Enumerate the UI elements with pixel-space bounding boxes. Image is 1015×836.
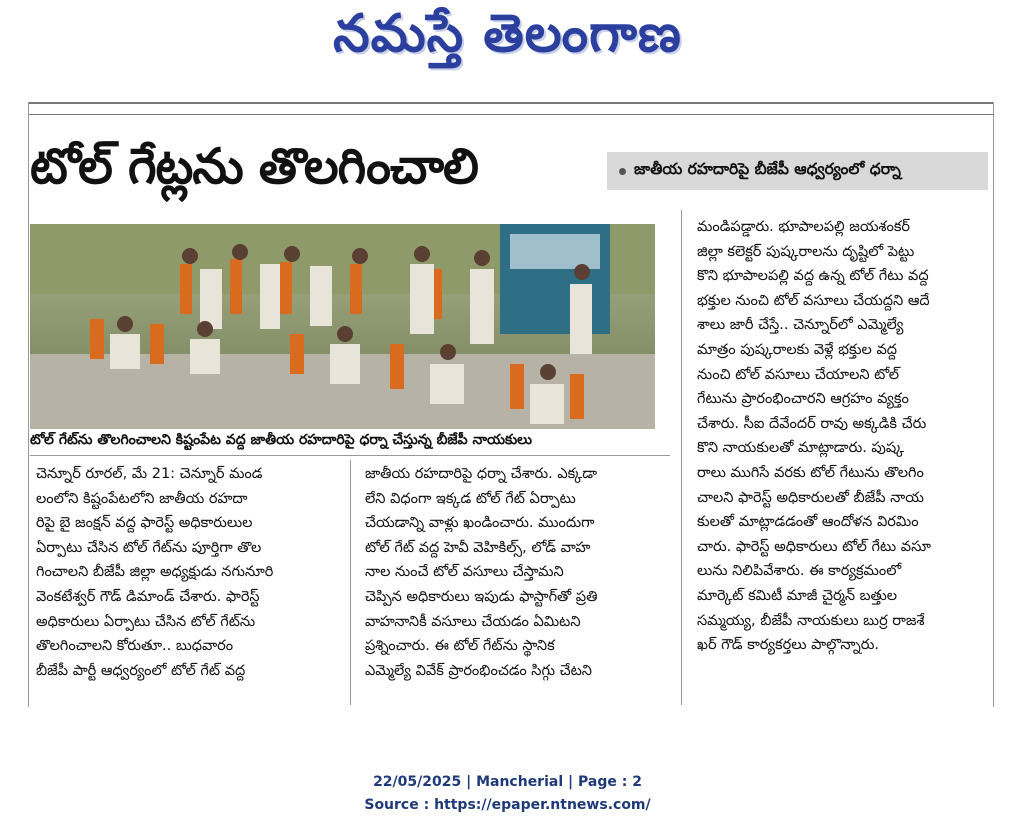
text-line: రాలు ముగిసే వరకు టోల్ గేటును తొలగిం bbox=[697, 464, 924, 481]
masthead bbox=[0, 4, 1015, 76]
text-line: నుంచి టోల్ వసూలు చేయాలని టోల్ bbox=[697, 366, 899, 383]
text-line: సమ్మయ్య, బీజేపీ నాయకులు బుర్ర రాజశే bbox=[697, 612, 925, 629]
text-line: తొలగించాలని కోరుతూ.. బుధవారం bbox=[36, 638, 234, 655]
right-border bbox=[993, 102, 994, 707]
text-line: గేటును ప్రారంభించారని ఆగ్రహం వ్యక్తం bbox=[697, 391, 909, 408]
text-line: బీజేపీ పార్టీ ఆధ్వర్యంలో టోల్ గేట్ వద్ద bbox=[36, 662, 246, 679]
text-line: చెన్నూర్ రూరల్, మే 21: చెన్నూర్ మండ bbox=[36, 466, 263, 482]
article-column-2 bbox=[365, 462, 667, 683]
column-divider-1 bbox=[350, 460, 351, 705]
text-line: చాలని ఫారెస్ట్ అధికారులతో బీజేపీ నాయ bbox=[697, 489, 924, 506]
text-line: లేని విధంగా ఇక్కడ టోల్ గేట్ ఏర్పాటు bbox=[365, 490, 576, 507]
photo-caption: టోల్ గేట్‌ను తొలగించాలని కిష్టంపేట వద్ద జాతీయ రహదారిపై ధర్నా చేస్తున్న బీజేపీ నాయకులు bbox=[30, 432, 532, 448]
text-line: చేయడాన్ని వాళ్లు ఖండించారు. ముందుగా bbox=[365, 515, 595, 532]
article-kicker bbox=[607, 152, 988, 190]
article-headline: టోల్ గేట్లను తొలగించాలి bbox=[30, 138, 478, 195]
text-line: అధికారులు ఏర్పాటు చేసిన టోల్ గేట్‌ను bbox=[36, 613, 256, 630]
text-line: లును నిలిపివేశారు. ఈ కార్యక్రమంలో bbox=[697, 563, 902, 580]
text-line: చారు. ఫారెస్ట్ అధికారులు టోల్ గేటు వసూ bbox=[697, 538, 931, 555]
text-line: గించాలని బీజేపీ జిల్లా అధ్యక్షుడు నగునూరి bbox=[36, 564, 274, 581]
newspaper-logo: నమస్తే తెలంగాణ bbox=[333, 3, 682, 64]
text-line: చెప్పిన అధికారులు ఇపుడు ఫాస్టాగ్‌తో ప్రతి bbox=[365, 588, 598, 605]
left-border bbox=[28, 102, 29, 707]
text-line: భక్తుల నుంచి టోల్ వసూలు చేయద్దని ఆదే bbox=[697, 292, 930, 309]
column-divider-2 bbox=[681, 210, 682, 705]
article-column-3 bbox=[697, 215, 989, 658]
text-line: కులతో మాట్లాడడంతో ఆందోళన విరమిం bbox=[697, 514, 919, 531]
text-line: కొని నాయకులతో మాట్లాడారు. పుష్క bbox=[697, 440, 904, 457]
text-line: జాతీయ రహదారిపై ధర్నా చేశారు. ఎక్కడా bbox=[365, 466, 597, 482]
article-column-1 bbox=[36, 462, 336, 683]
kicker-text: జాతీయ రహదారిపై బీజేపీ ఆధ్వర్యంలో ధర్నా bbox=[634, 160, 901, 178]
text-line: వెంకటేశ్వర్ గౌడ్ డిమాండ్ చేశారు. ఫారెస్ట్ bbox=[36, 588, 260, 605]
footer-source-link[interactable]: Source : https://epaper.ntnews.com/ bbox=[364, 797, 651, 813]
text-line: ఎమ్మెల్యే వివేక్ ప్రారంభించడం సిగ్గు చేటని bbox=[365, 662, 592, 679]
text-line: మాత్రం పుష్కరాలకు వెళ్లే భక్తుల వద్ద bbox=[697, 341, 897, 358]
text-line: ప్రశ్నించారు. ఈ టోల్ గేట్‌ను స్థానిక bbox=[365, 638, 555, 655]
bullet-icon bbox=[619, 168, 626, 175]
text-line: వాహనానికీ వసూలు చేయడం ఏమిటని bbox=[365, 613, 581, 630]
caption-rule bbox=[30, 455, 670, 456]
footer-date-edition: 22/05/2025 | Mancherial | Page : 2 bbox=[373, 774, 642, 790]
text-line: ఏర్పాటు చేసిన టోల్ గేట్‌ను పూర్తిగా తొల bbox=[36, 539, 262, 556]
article-photo bbox=[30, 224, 655, 429]
text-line: రిపై బై జంక్షన్ వద్ద ఫారెస్ట్ అధికారులుల bbox=[36, 515, 253, 532]
top-rule-thin bbox=[28, 114, 993, 115]
text-line: మార్కెట్ కమిటీ మాజీ చైర్మన్ బత్తుల bbox=[697, 587, 898, 604]
protest-photo-image bbox=[30, 224, 655, 429]
text-line: లంలోని కిష్టంపేటలోని జాతీయ రహదా bbox=[36, 490, 248, 507]
text-line: కొని భూపాలపల్లి వద్ద ఉన్న టోల్ గేటు వద్ద bbox=[697, 268, 929, 285]
text-line: జిల్లా కలెక్టర్ పుష్కరాలను దృష్టిలో పెట్టు bbox=[697, 243, 915, 260]
top-rule bbox=[28, 102, 993, 104]
text-line: శాలు జారీ చేస్తే.. చెన్నూర్‌లో ఎమ్మెల్యే bbox=[697, 317, 904, 334]
text-line: మండిపడ్డారు. భూపాలపల్లి జయశంకర్ bbox=[697, 219, 910, 235]
text-line: టోల్ గేట్ వద్ద హెవీ వెహికిల్స్, లోడ్ వాహ bbox=[365, 539, 591, 556]
text-line: ఖర్ గౌడ్ కార్యకర్తలు పాల్గొన్నారు. bbox=[697, 637, 880, 654]
text-line: నాల నుంచే టోల్ వసూలు చేస్తామని bbox=[365, 564, 564, 581]
text-line: చేశారు. సీఐ దేవేందర్ రావు అక్కడికి చేరు bbox=[697, 415, 927, 432]
